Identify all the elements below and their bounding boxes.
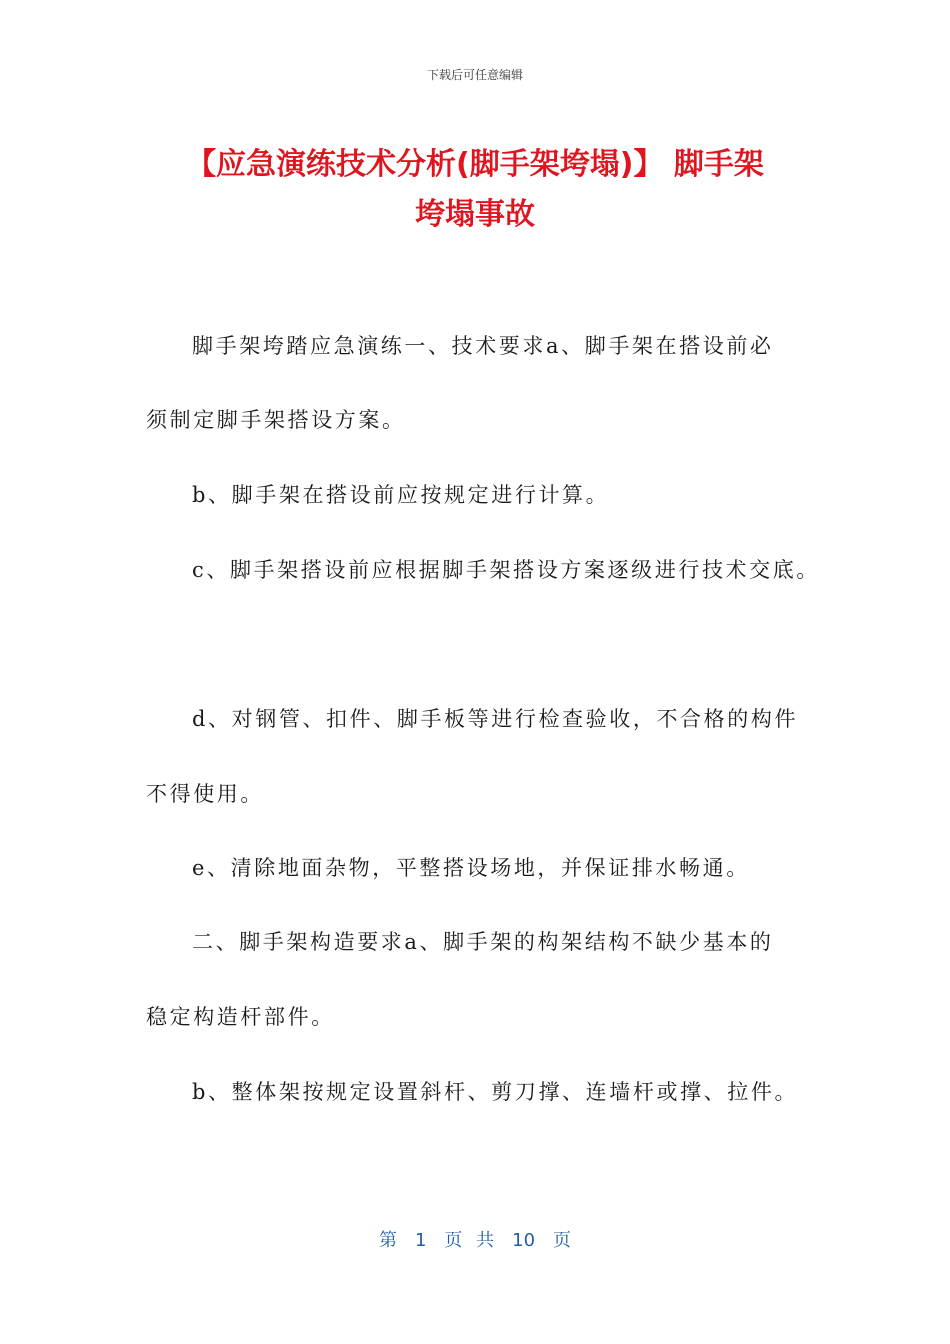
title-line-1: 【应急演练技术分析(脚手架垮塌)】 脚手架: [186, 147, 764, 182]
body-line-7: e、清除地面杂物，平整搭设场地，并保证排水畅通。: [192, 856, 750, 880]
title-line-2: 垮塌事故: [415, 197, 535, 232]
body-line-6: 不得使用。: [146, 782, 264, 806]
body-line-5: d、对钢管、扣件、脚手板等进行检查验收，不合格的构件: [192, 707, 799, 731]
body-line-3: b、脚手架在搭设前应按规定进行计算。: [192, 483, 610, 507]
body-line-4: c、脚手架搭设前应根据脚手架搭设方案逐级进行技术交底。: [192, 558, 820, 582]
document-title: [130, 140, 820, 240]
page-number-footer: 第 1 页 共 10 页: [378, 1230, 572, 1251]
edit-note-header: 下载后可任意编辑: [426, 68, 523, 82]
body-line-9: 稳定构造杆部件。: [146, 1005, 335, 1029]
body-line-8: 二、脚手架构造要求a、脚手架的构架结构不缺少基本的: [192, 930, 774, 954]
body-line-2: 须制定脚手架搭设方案。: [146, 408, 406, 432]
body-line-10: b、整体架按规定设置斜杆、剪刀撑、连墙杆或撑、拉件。: [192, 1080, 799, 1104]
body-line-1: 脚手架垮踏应急演练一、技术要求a、脚手架在搭设前必: [192, 334, 774, 358]
